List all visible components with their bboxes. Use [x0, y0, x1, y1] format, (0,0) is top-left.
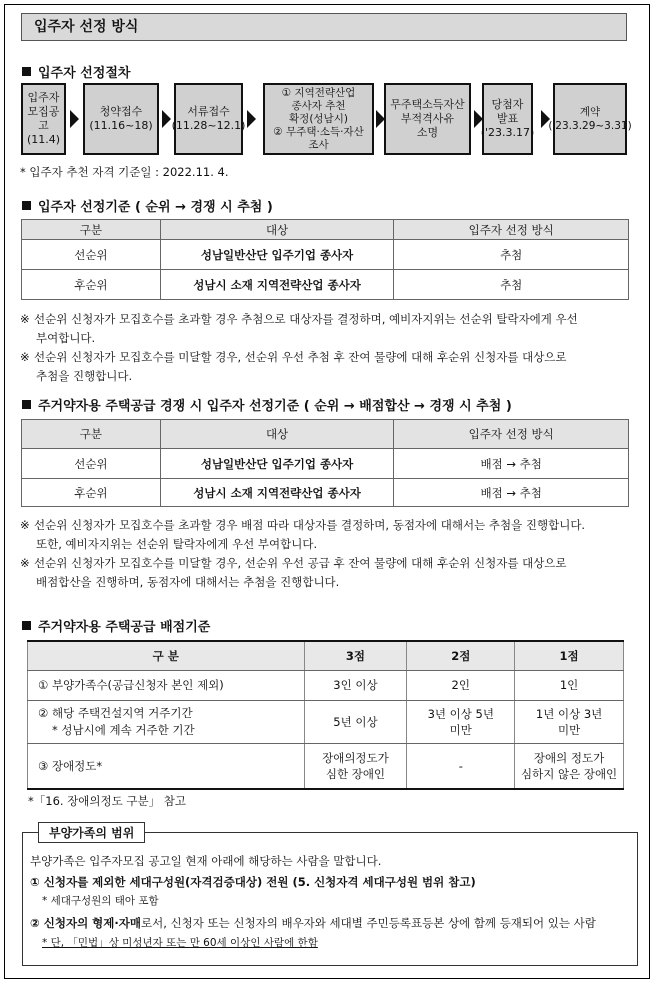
square-bullet-icon: [22, 400, 31, 409]
table-row: [22, 449, 629, 479]
table-cell: 장애의 정도가 심하지 않은 장애인: [515, 743, 624, 789]
table-cell: 2인: [407, 670, 515, 700]
vulnerable-criteria-table: [21, 419, 629, 507]
flow-step: 무주택소득자산 부적격사유 소명: [384, 83, 471, 155]
flow-step: ① 지역전략산업 종사자 추천 확정(성남시) ② 무주택·소득·자산 조사: [263, 83, 374, 155]
flow-step: 당첨자 발표 ('23.3.17): [482, 83, 533, 155]
dependents-item-2: ② 신청자의 형제·자매로서, 신청자 또는 신청자의 배우자와 세대별 주민등록표등본 상에 함께 등재되어 있는 사람: [30, 916, 596, 930]
column-header: 구분: [22, 420, 161, 449]
table-cell: -: [407, 743, 515, 789]
table-cell: 추첨: [394, 240, 629, 270]
dependents-intro: 부양가족은 입주자모집 공고일 현재 아래에 해당하는 사람을 말합니다.: [30, 854, 382, 868]
table-cell: 장애의정도가 심한 장애인: [304, 743, 407, 789]
table-row: [22, 479, 629, 507]
flow-step: 청약접수 (11.16~18): [83, 83, 159, 155]
table-cell: 배점 → 추첨: [394, 479, 629, 507]
criteria-table: [21, 219, 629, 300]
dependents-item-1-note: * 세대구성원의 태아 포함: [42, 895, 159, 907]
table-cell: 추첨: [394, 270, 629, 300]
flow-step: 서류접수 (11.28~12.1): [174, 83, 243, 155]
table-cell: ① 부양가족수(공급신청자 본인 제외): [28, 670, 305, 700]
arrow-right-icon: [247, 110, 256, 128]
table-cell: 성남시 소재 지역전략산업 종사자: [160, 479, 394, 507]
column-header: 입주자 선정 방식: [394, 220, 629, 240]
section-heading-vulnerable-criteria: 주거약자용 주택공급 경쟁 시 입주자 선정기준 ( 순위 → 배점합산 → 경쟁 시 추첨 ): [22, 395, 512, 414]
table-cell: 1인: [515, 670, 624, 700]
table-row: [28, 670, 624, 700]
section-heading-scoring: 주거약자용 주택공급 배점기준: [22, 616, 210, 635]
table-cell: 배점 → 추첨: [394, 449, 629, 479]
table-row: [28, 700, 624, 743]
table-cell: 5년 이상: [304, 700, 407, 743]
arrow-right-icon: [162, 110, 171, 128]
column-header: 대상: [160, 420, 394, 449]
table-cell: 3년 이상 5년 미만: [407, 700, 515, 743]
dependents-item-1: ① 신청자를 제외한 세대구성원(자격검증대상) 전원 (5. 신청자격 세대구성원 범위 참고): [30, 875, 476, 889]
criteria-note: ※ 선순위 신청자가 모집호수를 초과할 경우 추첨으로 대상자를 결정하며, 예비자지위는 선순위 탈락자에게 우선 부여합니다. ※ 선순위 신청자가 모집호수를 미달할 경우, 선순위 우선 추첨 후 잔여 물량에 대해 후순위 신청자를 대상으로 추첨을 진행합니다.: [20, 312, 578, 383]
section-heading-procedure: 입주자 선정절차: [22, 62, 130, 81]
table-row: [22, 270, 629, 300]
column-header: 2점: [407, 641, 515, 670]
vulnerable-criteria-note: ※ 선순위 신청자가 모집호수를 초과할 경우 배점 따라 대상자를 결정하며, 동점자에 대해서는 추첨을 진행합니다. 또한, 예비자지위는 선순위 탈락자에게 우선 부여합니다. ※ 선순위 신청자가 모집호수를 미달할 경우, 선순위 우선 공급 후 잔여 물량에 대해 후순위 신청자를 대상으로 배점합산을 진행하며, 동점자에 대해서는 추첨을 진행합니다.: [20, 518, 586, 589]
square-bullet-icon: [22, 621, 31, 630]
section-heading-criteria: 입주자 선정기준 ( 순위 → 경쟁 시 추첨 ): [22, 196, 273, 215]
table-row: [28, 743, 624, 789]
dependents-item-2-note: * 단, 「민법」상 미성년자 또는 만 60세 이상인 사람에 한함: [42, 937, 318, 949]
table-cell: ③ 장애정도*: [28, 743, 305, 789]
square-bullet-icon: [22, 201, 31, 210]
flow-step: 입주자 모집공고 (11.4): [21, 83, 66, 155]
scoring-note: *「16. 장애의정도 구분」 참고: [28, 794, 186, 808]
table-cell: 선순위: [22, 240, 161, 270]
column-header: 구 분: [28, 641, 305, 670]
flow-step: 계약 ('23.3.29~3.31): [553, 83, 627, 155]
column-header: 1점: [515, 641, 624, 670]
scoring-table: [27, 640, 624, 790]
table-cell: ② 해당 주택건설지역 거주기간 * 성남시에 계속 거주한 기간: [28, 700, 305, 743]
column-header: 3점: [304, 641, 407, 670]
column-header: 구분: [22, 220, 161, 240]
dependents-box-label: 부양가족의 범위: [38, 822, 145, 843]
table-cell: 성남일반산단 입주기업 종사자: [160, 240, 394, 270]
table-cell: 3인 이상: [304, 670, 407, 700]
column-header: 입주자 선정 방식: [394, 420, 629, 449]
table-cell: 1년 이상 3년 미만: [515, 700, 624, 743]
table-cell: 후순위: [22, 479, 161, 507]
table-cell: 후순위: [22, 270, 161, 300]
table-row: [22, 240, 629, 270]
column-header: 대상: [160, 220, 394, 240]
table-cell: 선순위: [22, 449, 161, 479]
square-bullet-icon: [22, 67, 31, 76]
arrow-right-icon: [70, 110, 79, 128]
table-cell: 성남일반산단 입주기업 종사자: [160, 449, 394, 479]
table-cell: 성남시 소재 지역전략산업 종사자: [160, 270, 394, 300]
procedure-note: * 입주자 추천 자격 기준일 : 2022.11. 4.: [20, 165, 229, 179]
page-title: 입주자 선정 방식: [21, 13, 627, 41]
